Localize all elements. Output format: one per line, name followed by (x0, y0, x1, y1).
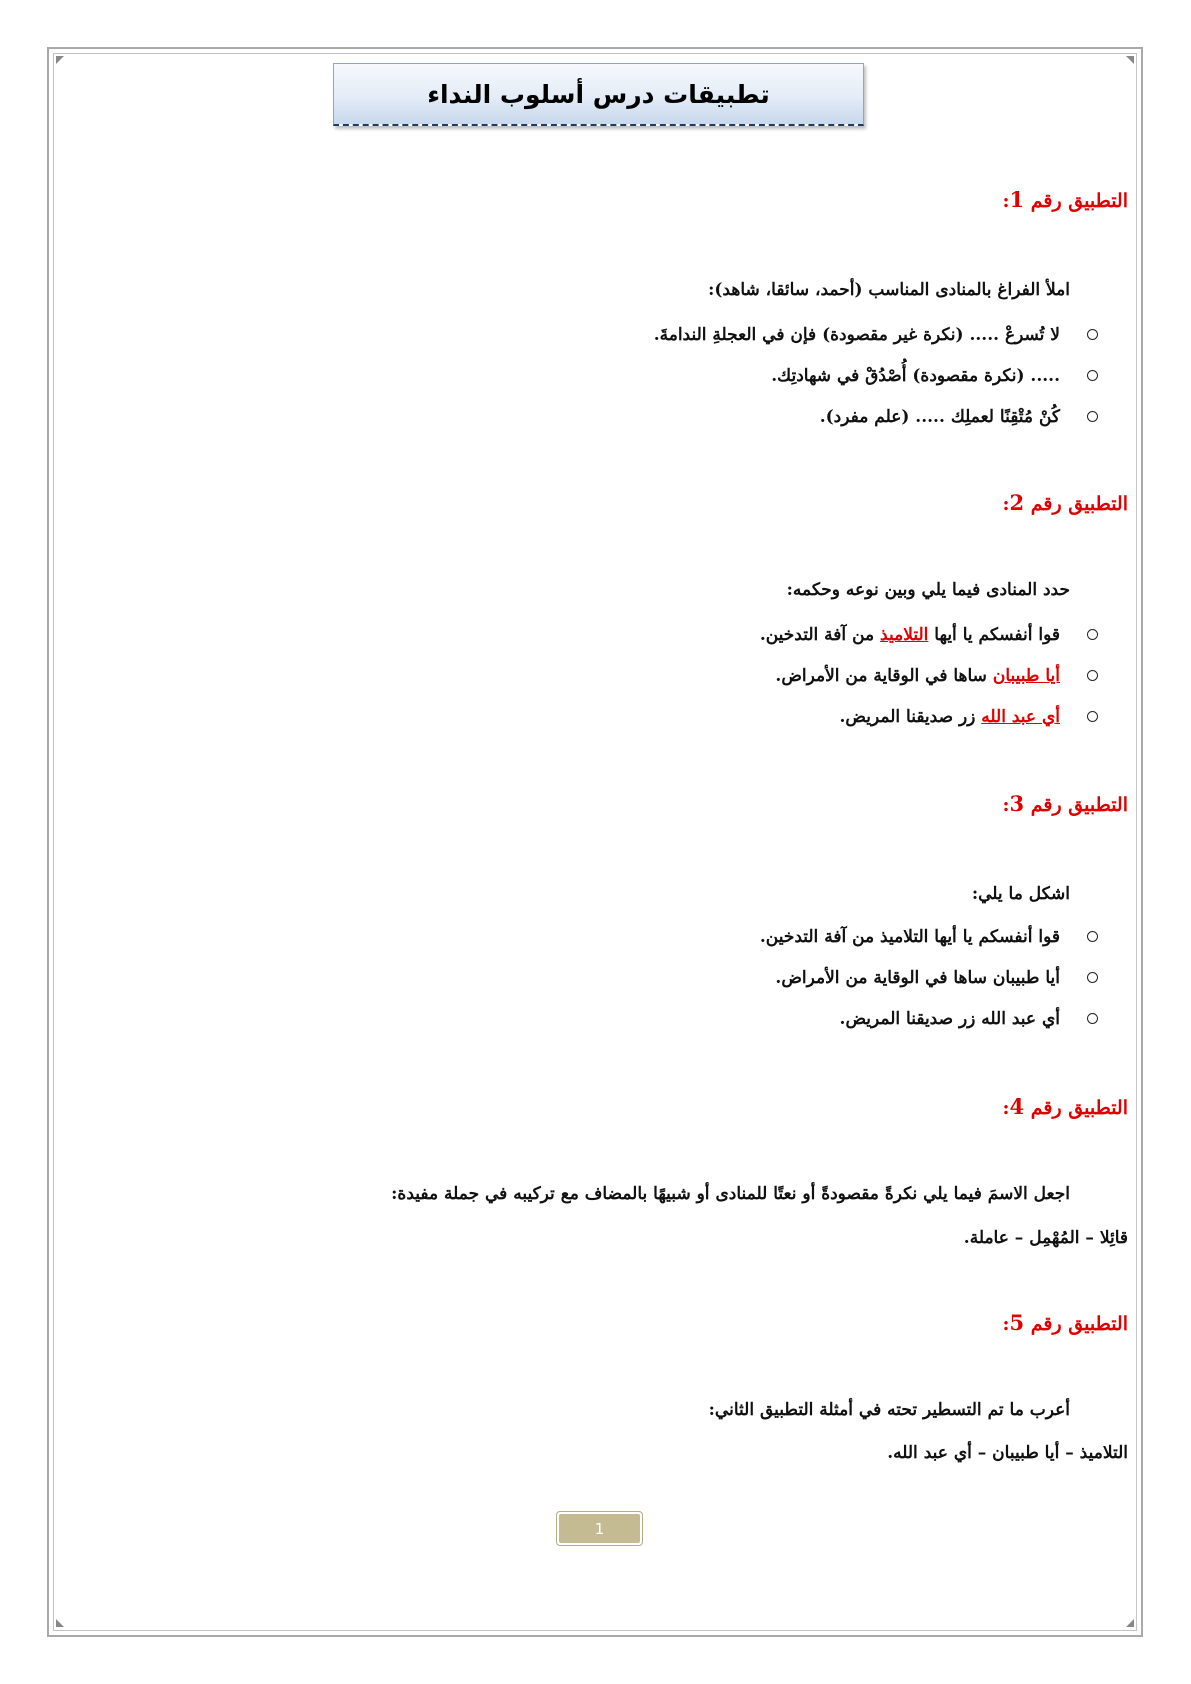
list-item: أيا طبيبان ساها في الوقاية من الأمراض. (760, 963, 1098, 1004)
circle-bullet-icon (1087, 370, 1098, 381)
section-4-words: قائِلا – المُهْمِل – عاملة. (963, 1228, 1128, 1248)
section-1-list (654, 320, 1098, 443)
underlined-vocative: أي عبد الله (981, 707, 1060, 727)
section-5-instruction: أعرب ما تم التسطير تحته في أمثلة التطبيق الثاني: (708, 1400, 1070, 1420)
section-4-heading: التطبيق رقم 4: (1002, 1094, 1128, 1119)
page-title: تطبيقات درس أسلوب النداء (427, 79, 770, 109)
section-1-instruction: املأ الفراغ بالمنادى المناسب (أحمد، سائقا، شاهد): (708, 280, 1070, 300)
underlined-vocative: التلاميذ (880, 625, 929, 645)
circle-bullet-icon (1087, 931, 1098, 942)
list-item: قوا أنفسكم يا أيها التلاميذ من آفة التدخين. (760, 922, 1098, 963)
section-3-list (760, 922, 1098, 1045)
corner-ornament (56, 1619, 64, 1627)
list-item: أيا طبيبان ساها في الوقاية من الأمراض. (760, 661, 1098, 702)
section-3-heading: التطبيق رقم 3: (1002, 791, 1128, 816)
circle-bullet-icon (1087, 329, 1098, 340)
circle-bullet-icon (1087, 629, 1098, 640)
list-item: أي عبد الله زر صديقنا المريض. (760, 1004, 1098, 1045)
section-3-instruction: اشكل ما يلي: (971, 884, 1070, 904)
circle-bullet-icon (1087, 972, 1098, 983)
underlined-vocative: أيا طبيبان (992, 666, 1060, 686)
circle-bullet-icon (1087, 670, 1098, 681)
circle-bullet-icon (1087, 1013, 1098, 1024)
list-item: كُنْ مُتْقِنًا لعملِك ..... (علم مفرد). (654, 402, 1098, 443)
corner-ornament (56, 56, 64, 64)
list-item: لا تُسرعْ ..... (نكرة غير مقصودة) فإن في العجلةِ الندامةَ. (654, 320, 1098, 361)
document-body (100, 0, 1128, 1684)
page-number: 1 (559, 1514, 640, 1543)
circle-bullet-icon (1087, 711, 1098, 722)
section-4-instruction: اجعل الاسمَ فيما يلي نكرةً مقصودةً أو نعتًا للمنادى أو شبيهًا بالمضاف مع تركيبه في جملة مفيدة: (391, 1184, 1070, 1204)
page-number-badge (556, 1511, 643, 1546)
section-2-instruction: حدد المنادى فيما يلي وبين نوعه وحكمه: (786, 580, 1070, 600)
section-2-heading: التطبيق رقم 2: (1002, 490, 1128, 515)
circle-bullet-icon (1087, 411, 1098, 422)
section-2-list (760, 620, 1098, 743)
section-5-heading: التطبيق رقم 5: (1002, 1310, 1128, 1335)
list-item: قوا أنفسكم يا أيها التلاميذ من آفة التدخين. (760, 620, 1098, 661)
list-item: ..... (نكرة مقصودة) أُصْدُقْ في شهادتِك. (654, 361, 1098, 402)
section-5-words: التلاميذ – أيا طبيبان – أي عبد الله. (887, 1443, 1128, 1463)
list-item: أي عبد الله زر صديقنا المريض. (760, 702, 1098, 743)
section-1-heading: التطبيق رقم 1: (1002, 187, 1128, 212)
